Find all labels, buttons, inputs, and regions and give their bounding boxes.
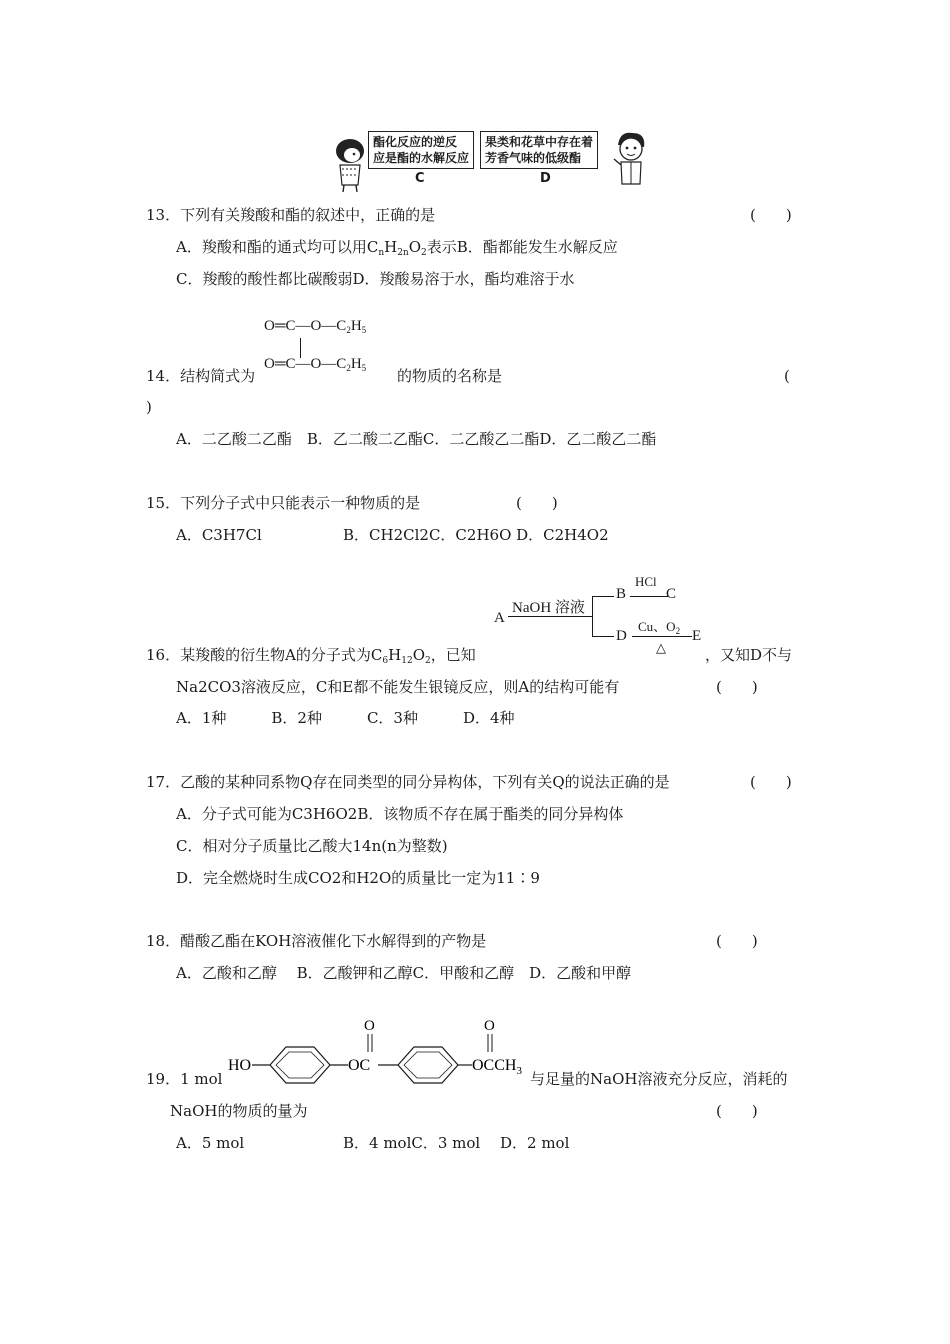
formula-row-1: O═C—O—C [264, 318, 347, 334]
q13-option-c-d: C．羧酸的酸性都比碳酸弱D．羧酸易溶于水，酯均难溶于水 [176, 270, 575, 288]
speech-bubble-d: 果类和花草中存在着 芳香气味的低级酯 [480, 131, 598, 169]
q17-option-d: D．完全燃烧时生成CO2和H2O的质量比一定为11∶9 [176, 869, 540, 887]
q13-stem: 13．下列有关羧酸和酯的叙述中，正确的是 [146, 206, 436, 224]
svg-text:O: O [364, 1018, 375, 1034]
q14-options: A．二乙酸二乙酯 B．乙二酸二乙酯C．二乙酸乙二酯D．乙二酸乙二酯 [176, 430, 657, 448]
scheme-b: B [616, 586, 627, 602]
label-c: C [415, 171, 425, 186]
q13-option-a-b: A．羧酸和酯的通式均可以用$C_nH_{2n}O_2$表示B．酯都能发生水解反应 [176, 238, 618, 258]
q18-stem: 18．醋酸乙酯在KOH溶液催化下水解得到的产物是 [146, 932, 487, 950]
q19-option-a: A．5 mol [176, 1134, 245, 1152]
q16-answer-paren: ( ) [716, 678, 758, 696]
q14-structural-formula: $O═C—O—C_2H_5$ $O═C—O—C_2H_5$ [264, 318, 367, 373]
speech-bubble-c: 酯化反应的逆反 应是酯的水解反应 [368, 131, 474, 169]
formula-row-2: O═C—O—C [264, 356, 347, 372]
q15-stem: 15．下列分子式中只能表示一种物质的是 [146, 494, 421, 512]
q17-answer-paren: ( ) [750, 773, 792, 791]
q17-option-a-b: A．分子式可能为C3H6O2B．该物质不存在属于酯类的同分异构体 [176, 805, 624, 823]
formula-vertical-bond [300, 338, 301, 358]
q15-answer-paren: ( ) [516, 494, 558, 512]
q16-stem-post: ，又知D不与 [705, 646, 793, 664]
q14-stem-pre: 14．结构简式为 [146, 367, 256, 385]
q18-options: A．乙酸和乙醇 B．乙酸钾和乙醇C．甲酸和乙醇 D．乙酸和甲醇 [176, 964, 632, 982]
q15-option-b-c-d: B．CH2Cl2C．C2H6O D．C2H4O2 [343, 526, 609, 544]
svg-text:HO: HO [228, 1057, 252, 1074]
q13-answer-paren: ( ) [750, 206, 792, 224]
q19-answer-paren: ( ) [716, 1102, 758, 1120]
q19-line-2: NaOH的物质的量为 [170, 1102, 308, 1120]
q14-stem-post: 的物质的名称是 [397, 367, 503, 385]
q16-reaction-scheme [494, 572, 714, 662]
scheme-hcl: HCl [635, 574, 657, 589]
q19-stem-post: 与足量的NaOH溶液充分反应，消耗的 [530, 1070, 788, 1088]
q17-stem: 17．乙酸的某种同系物Q存在同类型的同分异构体，下列有关Q的说法正确的是 [146, 773, 670, 791]
svg-text:OCCH3: $OCCH_3$ [472, 1057, 522, 1077]
scheme-cu-o2: Cu、$O_2$ [638, 619, 681, 636]
scheme-c: C [666, 586, 677, 602]
q16-line-2: Na2CO3溶液反应，C和E都不能发生银镜反应，则A的结构可能有 [176, 678, 620, 696]
q19-molecule-structure [228, 1012, 534, 1086]
scheme-delta: △ [656, 640, 666, 655]
q19-option-b-c-d: B．4 molC．3 mol D．2 mol [343, 1134, 570, 1152]
cartoon-figure-right [610, 129, 652, 189]
q14-paren-open: ( [784, 367, 790, 385]
q14-paren-close: ) [146, 398, 152, 416]
label-d: D [540, 171, 551, 186]
cartoon-figure-left [330, 135, 370, 193]
q16-stem-pre: 16．某羧酸的衍生物A的分子式为$C_6H_{12}O_2$，已知 [146, 646, 476, 666]
q15-option-a: A．C3H7Cl [176, 526, 262, 544]
scheme-naoh: NaOH 溶液 [512, 600, 585, 616]
scheme-d: D [616, 628, 627, 644]
q19-stem-pre: 19．1 mol [146, 1070, 223, 1088]
scheme-a: A [494, 610, 505, 626]
cartoon-strip [330, 125, 660, 195]
q17-option-c: C．相对分子质量比乙酸大14n(n为整数) [176, 837, 448, 855]
svg-text:OC: OC [348, 1057, 371, 1074]
scheme-e: E [692, 628, 702, 644]
svg-text:O: O [484, 1018, 495, 1034]
q16-options: A．1种 B．2种 C．3种 D．4种 [176, 709, 515, 727]
q18-answer-paren: ( ) [716, 932, 758, 950]
